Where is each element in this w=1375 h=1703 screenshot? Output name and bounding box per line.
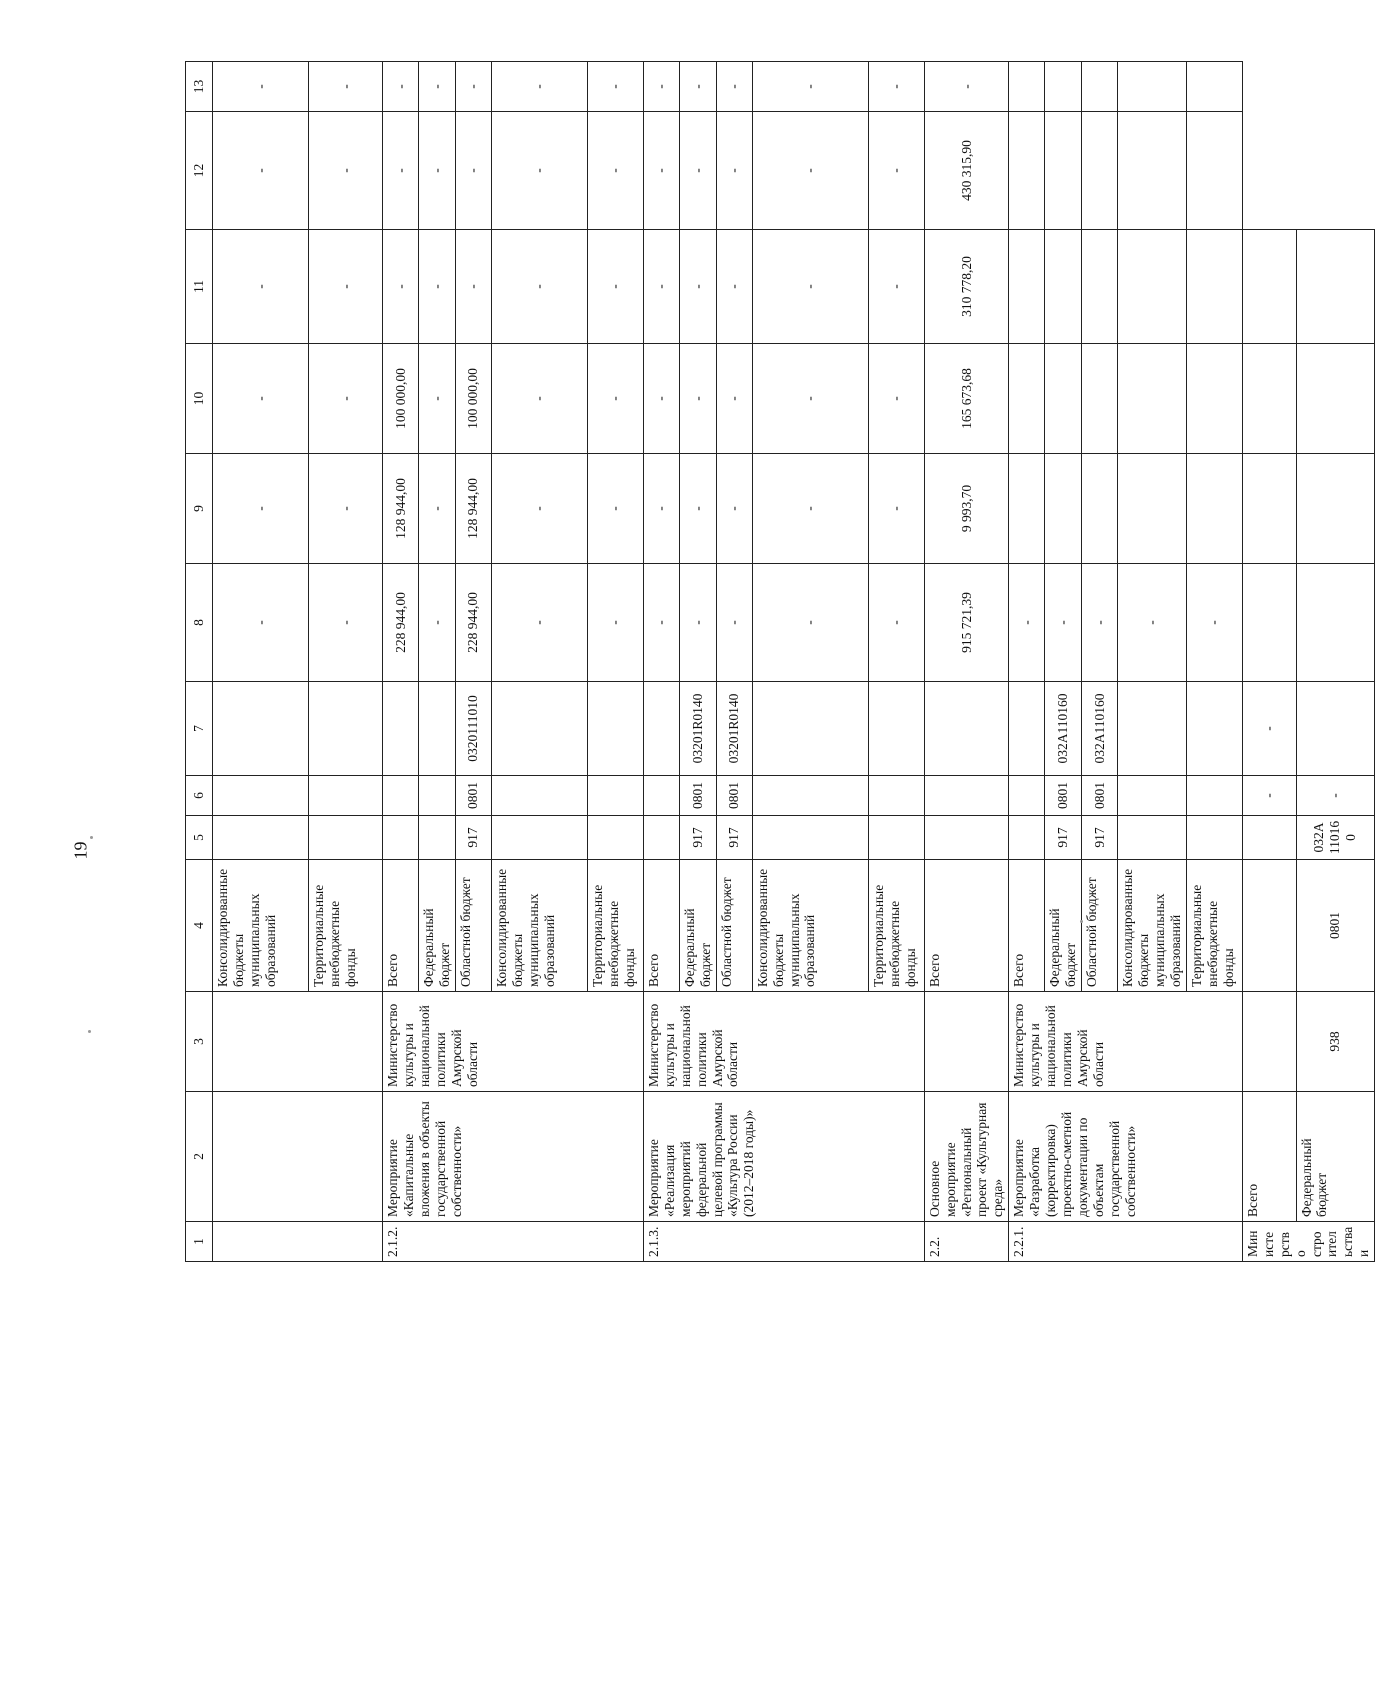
budget-code-cell	[1186, 816, 1242, 860]
amount-cell: 228 944,00	[455, 564, 491, 682]
amount-cell	[1118, 112, 1187, 230]
amount-cell: -	[679, 112, 716, 230]
budget-code-cell	[1186, 682, 1242, 776]
budget-code-cell	[309, 816, 383, 860]
amount-cell: -	[419, 112, 456, 230]
amount-cell	[1009, 62, 1045, 112]
amount-cell: -	[419, 344, 456, 454]
budget-code-cell: 0320111010	[455, 682, 491, 776]
amount-cell: -	[868, 454, 924, 564]
amount-cell: -	[587, 454, 643, 564]
amount-cell: 100 000,00	[383, 344, 419, 454]
budget-code-cell	[491, 776, 587, 816]
table-row	[1242, 62, 1296, 1262]
funding-source-cell: Федеральный бюджет	[1045, 860, 1082, 992]
budget-code-cell	[1118, 776, 1187, 816]
amount-cell: -	[1009, 564, 1045, 682]
amount-cell: -	[309, 344, 383, 454]
executor-cell: Министерство культуры и национальной политики Амурской области	[1009, 992, 1243, 1092]
budget-code-cell	[383, 682, 419, 776]
amount-cell: -	[455, 62, 491, 112]
budget-code-cell	[587, 776, 643, 816]
amount-cell: 128 944,00	[383, 454, 419, 564]
budget-code-cell: 917	[1045, 816, 1082, 860]
measure-name-cell	[213, 1092, 383, 1222]
amount-cell: -	[1186, 564, 1242, 682]
amount-cell: -	[752, 564, 868, 682]
amount-cell: 228 944,00	[383, 564, 419, 682]
amount-cell: -	[752, 454, 868, 564]
amount-cell	[1296, 564, 1375, 682]
measure-name-cell: Мероприятие «Реализация мероприятий федеральной целевой программы «Культура России (2012–2018 годы)»	[643, 1092, 924, 1222]
budget-code-cell: 917	[1082, 816, 1118, 860]
budget-code-cell	[213, 776, 309, 816]
column-number-header: 8	[186, 564, 213, 682]
amount-cell: -	[643, 230, 679, 344]
amount-cell: 9 993,70	[924, 454, 1009, 564]
funding-source-cell: Всего	[1009, 860, 1045, 992]
amount-cell: -	[1296, 776, 1375, 816]
amount-cell: -	[587, 112, 643, 230]
amount-cell: -	[419, 62, 456, 112]
budget-code-cell	[1242, 860, 1296, 992]
funding-source-cell: Областной бюджет	[716, 860, 752, 992]
amount-cell: -	[716, 62, 752, 112]
amount-cell: -	[868, 62, 924, 112]
amount-cell: -	[587, 62, 643, 112]
executor-cell: Министерство строительства и	[1242, 1222, 1374, 1262]
funding-source-cell: Территориальные внебюджетные фонды	[587, 860, 643, 992]
funding-source-cell: Консолидированные бюджеты муниципальных образований	[213, 860, 309, 992]
amount-cell: -	[716, 112, 752, 230]
amount-cell: -	[1242, 776, 1296, 816]
funding-source-cell: Федеральный бюджет	[679, 860, 716, 992]
budget-code-cell	[868, 776, 924, 816]
budget-code-cell	[868, 816, 924, 860]
amount-cell: -	[1118, 564, 1187, 682]
budget-code-cell: 917	[679, 816, 716, 860]
column-number-header: 2	[186, 1092, 213, 1222]
amount-cell: -	[1045, 564, 1082, 682]
amount-cell: -	[868, 230, 924, 344]
amount-cell: -	[491, 112, 587, 230]
amount-cell: -	[455, 112, 491, 230]
amount-cell: 128 944,00	[455, 454, 491, 564]
budget-code-cell	[643, 816, 679, 860]
amount-cell: -	[419, 454, 456, 564]
measure-name-cell: Основное мероприятие «Региональный проект «Культурная среда»	[924, 1092, 1009, 1222]
amount-cell	[1118, 454, 1187, 564]
funding-source-cell: Всего	[924, 860, 1009, 992]
funding-source-cell: Консолидированные бюджеты муниципальных образований	[1118, 860, 1187, 992]
table-row	[1296, 62, 1375, 1262]
amount-cell	[1296, 454, 1375, 564]
scan-speck	[1080, 920, 1083, 923]
page-number: 19	[70, 841, 91, 860]
column-number-header: 7	[186, 682, 213, 776]
amount-cell: -	[309, 112, 383, 230]
amount-cell: -	[716, 230, 752, 344]
amount-cell: -	[213, 454, 309, 564]
budget-code-cell	[383, 816, 419, 860]
amount-cell	[1186, 454, 1242, 564]
amount-cell: -	[716, 454, 752, 564]
amount-cell: -	[383, 62, 419, 112]
amount-cell: -	[679, 62, 716, 112]
column-number-header: 3	[186, 992, 213, 1092]
amount-cell: -	[383, 230, 419, 344]
amount-cell: -	[643, 454, 679, 564]
amount-cell: -	[213, 564, 309, 682]
table-row	[383, 62, 419, 1262]
funding-source-cell: Федеральный бюджет	[419, 860, 456, 992]
amount-cell: -	[643, 112, 679, 230]
scan-speck	[90, 836, 93, 839]
amount-cell: -	[679, 454, 716, 564]
budget-code-cell	[587, 816, 643, 860]
amount-cell: -	[643, 564, 679, 682]
budget-code-cell: 03201R0140	[679, 682, 716, 776]
budget-code-cell	[419, 682, 456, 776]
amount-cell	[1118, 230, 1187, 344]
amount-cell: -	[309, 564, 383, 682]
amount-cell	[1009, 454, 1045, 564]
budget-code-cell: 03201R0140	[716, 682, 752, 776]
budget-code-cell	[587, 682, 643, 776]
executor-cell: Министерство культуры и национальной политики Амурской области	[643, 992, 924, 1092]
column-number-header: 10	[186, 344, 213, 454]
amount-cell: -	[455, 230, 491, 344]
amount-cell: -	[309, 62, 383, 112]
budget-code-cell	[752, 816, 868, 860]
amount-cell: -	[1242, 682, 1296, 776]
amount-cell: -	[213, 112, 309, 230]
measure-name-cell: Мероприятие «Капитальные вложения в объекты государственной собственности»	[383, 1092, 644, 1222]
executor-cell	[213, 992, 383, 1092]
funding-source-cell: Областной бюджет	[455, 860, 491, 992]
amount-cell	[1296, 344, 1375, 454]
funding-source-cell: Федеральный бюджет	[1296, 1092, 1375, 1222]
column-number-header: 1	[186, 1222, 213, 1262]
budget-table	[185, 61, 1375, 1262]
budget-code-cell	[309, 776, 383, 816]
amount-cell	[1082, 230, 1118, 344]
budget-code-cell	[309, 682, 383, 776]
amount-cell: 310 778,20	[924, 230, 1009, 344]
column-number-header: 6	[186, 776, 213, 816]
budget-code-cell	[383, 776, 419, 816]
funding-source-cell: Областной бюджет	[1082, 860, 1118, 992]
amount-cell	[1186, 230, 1242, 344]
amount-cell	[1082, 454, 1118, 564]
item-number-cell: 2.2.1.	[1009, 1222, 1243, 1262]
amount-cell	[1118, 344, 1187, 454]
amount-cell: 915 721,39	[924, 564, 1009, 682]
amount-cell: -	[924, 62, 1009, 112]
amount-cell: -	[213, 344, 309, 454]
funding-source-cell: Территориальные внебюджетные фонды	[1186, 860, 1242, 992]
amount-cell: -	[419, 230, 456, 344]
budget-code-cell	[1118, 816, 1187, 860]
amount-cell	[1186, 62, 1242, 112]
amount-cell: -	[1082, 564, 1118, 682]
amount-cell	[1045, 62, 1082, 112]
amount-cell: -	[587, 344, 643, 454]
column-number-header: 13	[186, 62, 213, 112]
amount-cell: -	[868, 344, 924, 454]
amount-cell: -	[868, 112, 924, 230]
table-row	[643, 62, 679, 1262]
budget-code-cell: 032A110160	[1296, 816, 1375, 860]
budget-code-cell	[1118, 682, 1187, 776]
item-number-cell: 2.2.	[924, 1222, 1009, 1262]
budget-code-cell	[924, 776, 1009, 816]
item-number-cell: 2.1.3.	[643, 1222, 924, 1262]
table-body	[186, 62, 1375, 1262]
amount-cell	[1045, 454, 1082, 564]
budget-code-cell	[491, 682, 587, 776]
budget-code-cell: 0801	[679, 776, 716, 816]
budget-code-cell	[752, 776, 868, 816]
budget-code-cell	[491, 816, 587, 860]
budget-code-cell	[1242, 992, 1296, 1092]
item-number-cell: 2.1.2.	[383, 1222, 644, 1262]
amount-cell: -	[716, 344, 752, 454]
budget-code-cell	[1009, 816, 1045, 860]
budget-code-cell	[213, 682, 309, 776]
budget-code-cell: 0801	[1296, 860, 1375, 992]
amount-cell: -	[752, 230, 868, 344]
amount-cell: -	[491, 564, 587, 682]
column-number-header: 11	[186, 230, 213, 344]
amount-cell: -	[383, 112, 419, 230]
amount-cell	[1296, 682, 1375, 776]
amount-cell: -	[213, 62, 309, 112]
column-number-header: 9	[186, 454, 213, 564]
amount-cell	[1118, 62, 1187, 112]
amount-cell	[1009, 344, 1045, 454]
funding-source-cell: Территориальные внебюджетные фонды	[868, 860, 924, 992]
amount-cell: -	[643, 62, 679, 112]
amount-cell: -	[587, 564, 643, 682]
budget-code-cell	[924, 682, 1009, 776]
amount-cell: -	[752, 344, 868, 454]
budget-code-cell	[419, 816, 456, 860]
budget-code-cell	[419, 776, 456, 816]
budget-code-cell: 0801	[455, 776, 491, 816]
funding-source-cell: Всего	[1242, 1092, 1296, 1222]
amount-cell: 100 000,00	[455, 344, 491, 454]
budget-code-cell: 917	[716, 816, 752, 860]
budget-code-cell	[213, 816, 309, 860]
table-row	[924, 62, 1009, 1262]
amount-cell: -	[587, 230, 643, 344]
amount-cell	[1009, 230, 1045, 344]
budget-code-cell	[643, 776, 679, 816]
executor-cell	[924, 992, 1009, 1092]
funding-source-cell: Всего	[383, 860, 419, 992]
executor-cell: Министерство культуры и национальной политики Амурской области	[383, 992, 644, 1092]
item-number-cell	[213, 1222, 383, 1262]
amount-cell	[1082, 62, 1118, 112]
funding-source-cell: Консолидированные бюджеты муниципальных образований	[491, 860, 587, 992]
amount-cell: -	[752, 112, 868, 230]
budget-code-cell	[752, 682, 868, 776]
budget-code-cell: 938	[1296, 992, 1375, 1092]
funding-source-cell: Консолидированные бюджеты муниципальных образований	[752, 860, 868, 992]
budget-code-cell	[1186, 776, 1242, 816]
amount-cell: -	[491, 454, 587, 564]
amount-cell	[1082, 344, 1118, 454]
budget-table-rotated	[185, 62, 1372, 1262]
amount-cell: -	[679, 344, 716, 454]
amount-cell	[1242, 564, 1296, 682]
budget-code-cell: 0801	[1082, 776, 1118, 816]
amount-cell	[1009, 112, 1045, 230]
budget-code-cell: 032A110160	[1082, 682, 1118, 776]
amount-cell	[1082, 112, 1118, 230]
amount-cell: -	[213, 230, 309, 344]
column-number-header: 5	[186, 816, 213, 860]
column-number-row	[186, 62, 213, 1262]
measure-name-cell: Мероприятие «Разработка (корректировка) проектно-сметной документации по объектам государственной собственности»	[1009, 1092, 1243, 1222]
budget-code-cell: 0801	[1045, 776, 1082, 816]
amount-cell	[1296, 230, 1375, 344]
amount-cell	[1045, 230, 1082, 344]
budget-code-cell	[1009, 682, 1045, 776]
amount-cell: -	[716, 564, 752, 682]
table-row	[1009, 62, 1045, 1262]
amount-cell: 165 673,68	[924, 344, 1009, 454]
amount-cell: -	[491, 230, 587, 344]
amount-cell	[1045, 112, 1082, 230]
amount-cell	[1186, 112, 1242, 230]
budget-code-cell	[1009, 776, 1045, 816]
amount-cell: -	[419, 564, 456, 682]
scan-speck	[88, 1030, 91, 1033]
budget-code-cell	[1242, 816, 1296, 860]
amount-cell: -	[491, 62, 587, 112]
funding-source-cell: Территориальные внебюджетные фонды	[309, 860, 383, 992]
budget-code-cell: 917	[455, 816, 491, 860]
amount-cell: -	[643, 344, 679, 454]
table-row	[213, 62, 309, 1262]
amount-cell: -	[679, 564, 716, 682]
budget-code-cell	[868, 682, 924, 776]
amount-cell: -	[752, 62, 868, 112]
column-number-header: 12	[186, 112, 213, 230]
amount-cell: 430 315,90	[924, 112, 1009, 230]
amount-cell	[1242, 454, 1296, 564]
amount-cell: -	[309, 230, 383, 344]
amount-cell: -	[491, 344, 587, 454]
budget-code-cell	[643, 682, 679, 776]
amount-cell	[1242, 230, 1296, 344]
amount-cell	[1186, 344, 1242, 454]
amount-cell: -	[679, 230, 716, 344]
amount-cell	[1045, 344, 1082, 454]
amount-cell: -	[309, 454, 383, 564]
column-number-header: 4	[186, 860, 213, 992]
budget-code-cell	[924, 816, 1009, 860]
budget-code-cell: 032A110160	[1045, 682, 1082, 776]
funding-source-cell: Всего	[643, 860, 679, 992]
amount-cell: -	[868, 564, 924, 682]
amount-cell	[1242, 344, 1296, 454]
budget-code-cell: 0801	[716, 776, 752, 816]
